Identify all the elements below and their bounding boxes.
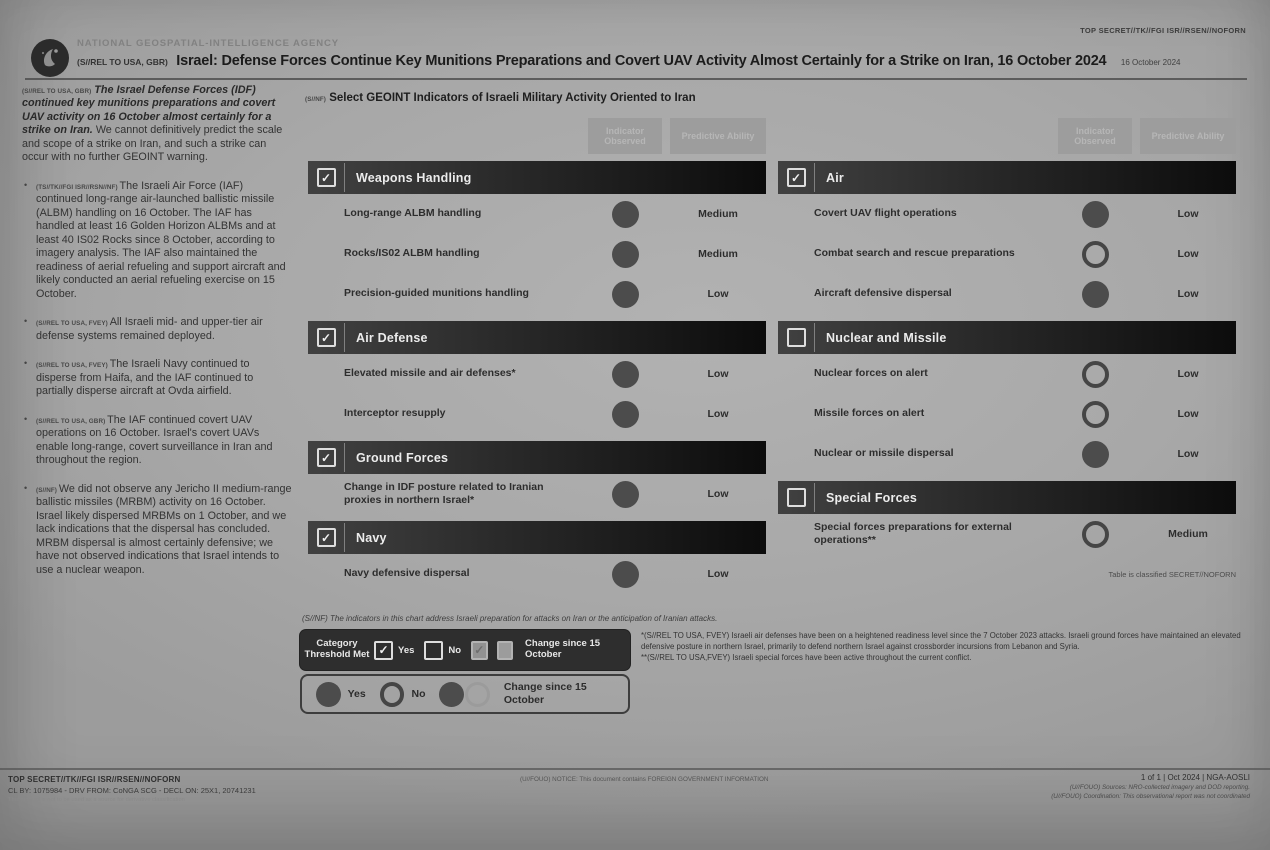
- indicator-label: Rocks/IS02 ALBM handling: [344, 247, 480, 260]
- col-header-predictive-ability: Predictive Ability: [670, 118, 766, 154]
- indicator-table-left: [308, 118, 766, 594]
- footer-right: [1051, 773, 1250, 800]
- section-nuclear-and-missile: [778, 321, 1236, 474]
- page-title: Israel: Defense Forces Continue Key Munitions Preparations and Covert UAV Activity Almost Certainly for a Strike on Iran, 16 October 2024: [176, 53, 1107, 69]
- footer-derivative-note: This product is not to be used as a source for derivative classification: [8, 797, 185, 803]
- indicator-label: Long-range ALBM handling: [344, 207, 482, 220]
- report-date: 16 October 2024: [1120, 58, 1181, 67]
- chart-footnote: (S//NF) The indicators in this chart address Israeli preparation for attacks on Iran or the anticipation of Iranian attacks.: [302, 614, 718, 623]
- section-air: [778, 161, 1236, 314]
- indicator-row: [308, 394, 766, 434]
- indicator-observed-filled-dot-icon: [612, 241, 639, 268]
- indicator-row: [778, 514, 1236, 554]
- legend-no-label: No: [411, 688, 426, 700]
- checked-checkbox-icon: ✓: [374, 641, 393, 660]
- section-header-bar: [308, 161, 766, 194]
- indicator-label: Combat search and rescue preparations: [814, 247, 1015, 260]
- predictive-ability-value: Low: [707, 568, 729, 580]
- column-headers-left: [308, 118, 766, 154]
- indicator-observed-filled-dot-icon: [612, 561, 639, 588]
- footnote-1: *(S//REL TO USA, FVEY) Israeli air defenses have been on a heightened readiness level since the 7 October 2023 attacks. Israeli ground forces have maintained an elevated defensive posture in northern Israel, primarily to defend northern Israel against crossborder incursions from Lebanon and Syria.: [641, 631, 1241, 651]
- section-header-bar: [778, 481, 1236, 514]
- footer-left: [8, 775, 256, 803]
- header-divider: [25, 78, 1247, 80]
- indicator-observed-filled-dot-icon: [612, 401, 639, 428]
- title-row: [77, 52, 1252, 70]
- indicator-row: [308, 474, 766, 514]
- summary-classification: (S//REL TO USA, GBR): [22, 88, 92, 95]
- category-checkbox-checked-icon: ✓: [317, 168, 336, 187]
- predictive-ability-value: Low: [707, 288, 729, 300]
- bullet-item: [22, 483, 292, 577]
- open-dot-icon: [380, 682, 405, 707]
- col-header-predictive-ability: Predictive Ability: [1140, 118, 1236, 154]
- indicator-label: Elevated missile and air defenses*: [344, 367, 516, 380]
- section-header-bar: [778, 321, 1236, 354]
- indicator-observed-filled-dot-icon: [1082, 441, 1109, 468]
- legend-change-label: Change since 15 October: [503, 681, 587, 706]
- chart-title-text: Select GEOINT Indicators of Israeli Military Activity Oriented to Iran: [329, 92, 696, 104]
- table-classification-note: Table is classified SECRET//NOFORN: [1108, 570, 1236, 579]
- indicator-observed-open-dot-icon: [1082, 521, 1109, 548]
- indicator-label: Navy defensive dispersal: [344, 567, 470, 580]
- bullet-item: [22, 414, 292, 468]
- section-special-forces: [778, 481, 1236, 554]
- title-classification: (S//REL TO USA, GBR): [77, 57, 168, 67]
- indicator-observed-open-dot-icon: [1082, 401, 1109, 428]
- bullet-text: The Israeli Air Force (IAF) continued long-range air-launched ballistic missile (ALBM) handling on 16 October. The IAF has handled at least 16 Golden Horizon ALBMs and at least 40 IS02 Rocks since 8 October, according to imagery analysis. The IAF also maintained the readiness of aerial refueling and support aircraft and likely conducted an aerial refueling exercise on 15 October.: [36, 179, 286, 300]
- classification-banner-bottom: TOP SECRET//TK//FGI ISR//RSEN//NOFORN: [8, 775, 181, 784]
- section-navy: [308, 521, 766, 594]
- predictive-ability-value: Low: [707, 368, 729, 380]
- indicator-label: Interceptor resupply: [344, 407, 446, 420]
- predictive-ability-value: Low: [1177, 288, 1199, 300]
- section-label: Ground Forces: [356, 450, 449, 465]
- section-label: Nuclear and Missile: [826, 330, 947, 345]
- indicator-row: [778, 354, 1236, 394]
- section-header-bar: [778, 161, 1236, 194]
- indicator-row: [308, 194, 766, 234]
- predictive-ability-value: Medium: [698, 248, 738, 260]
- summary-paragraph: [22, 84, 292, 165]
- indicator-row: [308, 274, 766, 314]
- indicator-label: Precision-guided munitions handling: [344, 287, 529, 300]
- bullet-item: [22, 180, 292, 301]
- bullet-item: [22, 316, 292, 343]
- indicator-label: Change in IDF posture related to Iranian proxies in northern Israel*: [344, 480, 544, 506]
- legend-yes-label: Yes: [398, 644, 415, 656]
- indicator-row: [308, 234, 766, 274]
- unchecked-checkbox-icon: [424, 641, 443, 660]
- legend-indicator-observed: [300, 674, 630, 714]
- faded-checked-checkbox-icon: ✓: [471, 641, 487, 660]
- indicator-observed-filled-dot-icon: [612, 481, 639, 508]
- indicator-label: Special forces preparations for external operations**: [814, 520, 1012, 546]
- chart-title: [305, 92, 696, 104]
- category-checkbox-unchecked-icon: [787, 328, 806, 347]
- indicator-observed-open-dot-icon: [1082, 361, 1109, 388]
- predictive-ability-value: Medium: [1168, 528, 1208, 540]
- indicator-observed-filled-dot-icon: [1082, 281, 1109, 308]
- footer-classified-by: CL BY: 1075984 - DRV FROM: CoNGA SCG - DECL ON: 25X1, 20741231: [8, 786, 256, 795]
- indicator-observed-filled-dot-icon: [612, 201, 639, 228]
- classification-banner-top: TOP SECRET//TK//FGI ISR//RSEN//NOFORN: [1080, 26, 1246, 35]
- faded-unchecked-checkbox-icon: [497, 641, 513, 660]
- bullet-list: [22, 180, 292, 577]
- category-checkbox-checked-icon: ✓: [317, 448, 336, 467]
- legend-category-change: [471, 639, 620, 661]
- column-headers-right: [778, 118, 1236, 154]
- indicator-label: Aircraft defensive dispersal: [814, 287, 952, 300]
- bullet-classification: (S//REL TO USA, GBR): [36, 417, 108, 425]
- legend-category-no: [424, 641, 461, 660]
- bullet-text: The IAF continued covert UAV operations on 16 October. Israel's covert UAVs enable long-range, covert surveillance in Iran and throughout the region.: [36, 413, 273, 467]
- bullet-text: All Israeli mid- and upper-tier air defense systems remained deployed.: [36, 316, 263, 342]
- predictive-ability-value: Medium: [698, 208, 738, 220]
- footnote-2: **(S//REL TO USA,FVEY) Israeli special forces have been active throughout the current conflict.: [641, 652, 972, 662]
- indicator-label: Nuclear or missile dispersal: [814, 447, 954, 460]
- category-checkbox-checked-icon: ✓: [317, 328, 336, 347]
- footer-divider: [0, 768, 1270, 770]
- footer-notice: (U//FOUO) NOTICE: This document contains FOREIGN GOVERNMENT INFORMATION: [520, 776, 769, 783]
- section-header-bar: [308, 521, 766, 554]
- indicator-label: Covert UAV flight operations: [814, 207, 957, 220]
- indicator-observed-filled-dot-icon: [1082, 201, 1109, 228]
- indicator-row: [308, 354, 766, 394]
- section-header-bar: [308, 321, 766, 354]
- footer-sources: (U//FOUO) Sources: NRO-collected imagery and DOD reporting.: [1069, 784, 1250, 791]
- bullet-classification: (S//REL TO USA, FVEY): [36, 362, 110, 370]
- legend-category-threshold: [300, 630, 630, 670]
- indicator-observed-open-dot-icon: [1082, 241, 1109, 268]
- footnotes: [641, 631, 1241, 664]
- legend-change-label: Change since 15 October: [525, 638, 601, 660]
- chart-title-classification: (S//NF): [305, 96, 326, 103]
- bullet-text: The Israeli Navy continued to disperse from Haifa, and the IAF continued to partially disperse aircraft at Ovda airfield.: [36, 358, 254, 398]
- predictive-ability-value: Low: [1177, 208, 1199, 220]
- section-label: Navy: [356, 530, 387, 545]
- filled-dot-icon: [439, 682, 464, 707]
- category-checkbox-unchecked-icon: [787, 488, 806, 507]
- indicator-table-right: [778, 118, 1236, 579]
- predictive-ability-value: Low: [1177, 448, 1199, 460]
- section-air-defense: [308, 321, 766, 434]
- section-label: Air: [826, 170, 844, 185]
- summary-lead: The Israel Defense Forces (IDF) continued key munitions preparations and covert UAV activity on 16 October almost certainly for a strike on Iran.: [22, 84, 276, 137]
- legend-category-yes: [374, 641, 414, 660]
- bullet-item: [22, 358, 292, 398]
- indicator-label: Nuclear forces on alert: [814, 367, 928, 380]
- legend-no-label: No: [448, 644, 462, 656]
- predictive-ability-value: Low: [1177, 248, 1199, 260]
- category-checkbox-checked-icon: ✓: [787, 168, 806, 187]
- filled-dot-icon: [316, 682, 341, 707]
- bullet-classification: (TS//TK//FGI ISR//RSN//NF): [36, 183, 120, 191]
- indicator-observed-filled-dot-icon: [612, 361, 639, 388]
- section-label: Air Defense: [356, 330, 428, 345]
- agency-name: NATIONAL GEOSPATIAL-INTELLIGENCE AGENCY: [77, 38, 340, 49]
- indicator-row: [778, 274, 1236, 314]
- section-label: Weapons Handling: [356, 170, 472, 185]
- key-judgment-column: [22, 84, 292, 577]
- indicator-row: [778, 394, 1236, 434]
- col-header-indicator-observed: Indicator Observed: [1058, 118, 1132, 154]
- section-weapons-handling: [308, 161, 766, 314]
- section-label: Special Forces: [826, 490, 918, 505]
- legend-yes-label: Yes: [347, 688, 366, 700]
- nga-seal-icon: [31, 39, 69, 77]
- footer-coordination: (U//FOUO) Coordination: This observational report was not coordinated: [1051, 793, 1250, 800]
- predictive-ability-value: Low: [1177, 368, 1199, 380]
- indicator-row: [778, 194, 1236, 234]
- col-header-indicator-observed: Indicator Observed: [588, 118, 662, 154]
- predictive-ability-value: Low: [1177, 408, 1199, 420]
- section-header-bar: [308, 441, 766, 474]
- bullet-classification: (S//REL TO USA, FVEY): [36, 320, 110, 328]
- indicator-row: [778, 234, 1236, 274]
- category-checkbox-checked-icon: ✓: [317, 528, 336, 547]
- indicator-label: Missile forces on alert: [814, 407, 925, 420]
- indicator-row: [778, 434, 1236, 474]
- predictive-ability-value: Low: [707, 408, 729, 420]
- bullet-text: We did not observe any Jericho II medium-range ballistic missiles (MRBM) activity on 16 October. Israel likely dispersed MRBMs on 1 October, and we lack indications that the dispersal has concluded. MRBM dispersal is almost certainly defensive; we have not observed indications that Israel intends to use a nuclear weapon.: [36, 482, 292, 576]
- bullet-classification: (S//NF): [36, 486, 59, 494]
- ghost-dot-icon: [465, 682, 490, 707]
- summary-text: We cannot definitively predict the scale and scope of a strike on Iran, and such a strike can occur with no further GEOINT warning.: [22, 124, 283, 164]
- footer-page-info: 1 of 1 | Oct 2024 | NGA-AOSLI: [1140, 773, 1250, 782]
- indicator-row: [308, 554, 766, 594]
- section-ground-forces: [308, 441, 766, 514]
- predictive-ability-value: Low: [707, 488, 729, 500]
- indicator-observed-filled-dot-icon: [612, 281, 639, 308]
- legend-category-label: Category Threshold Met: [304, 638, 370, 660]
